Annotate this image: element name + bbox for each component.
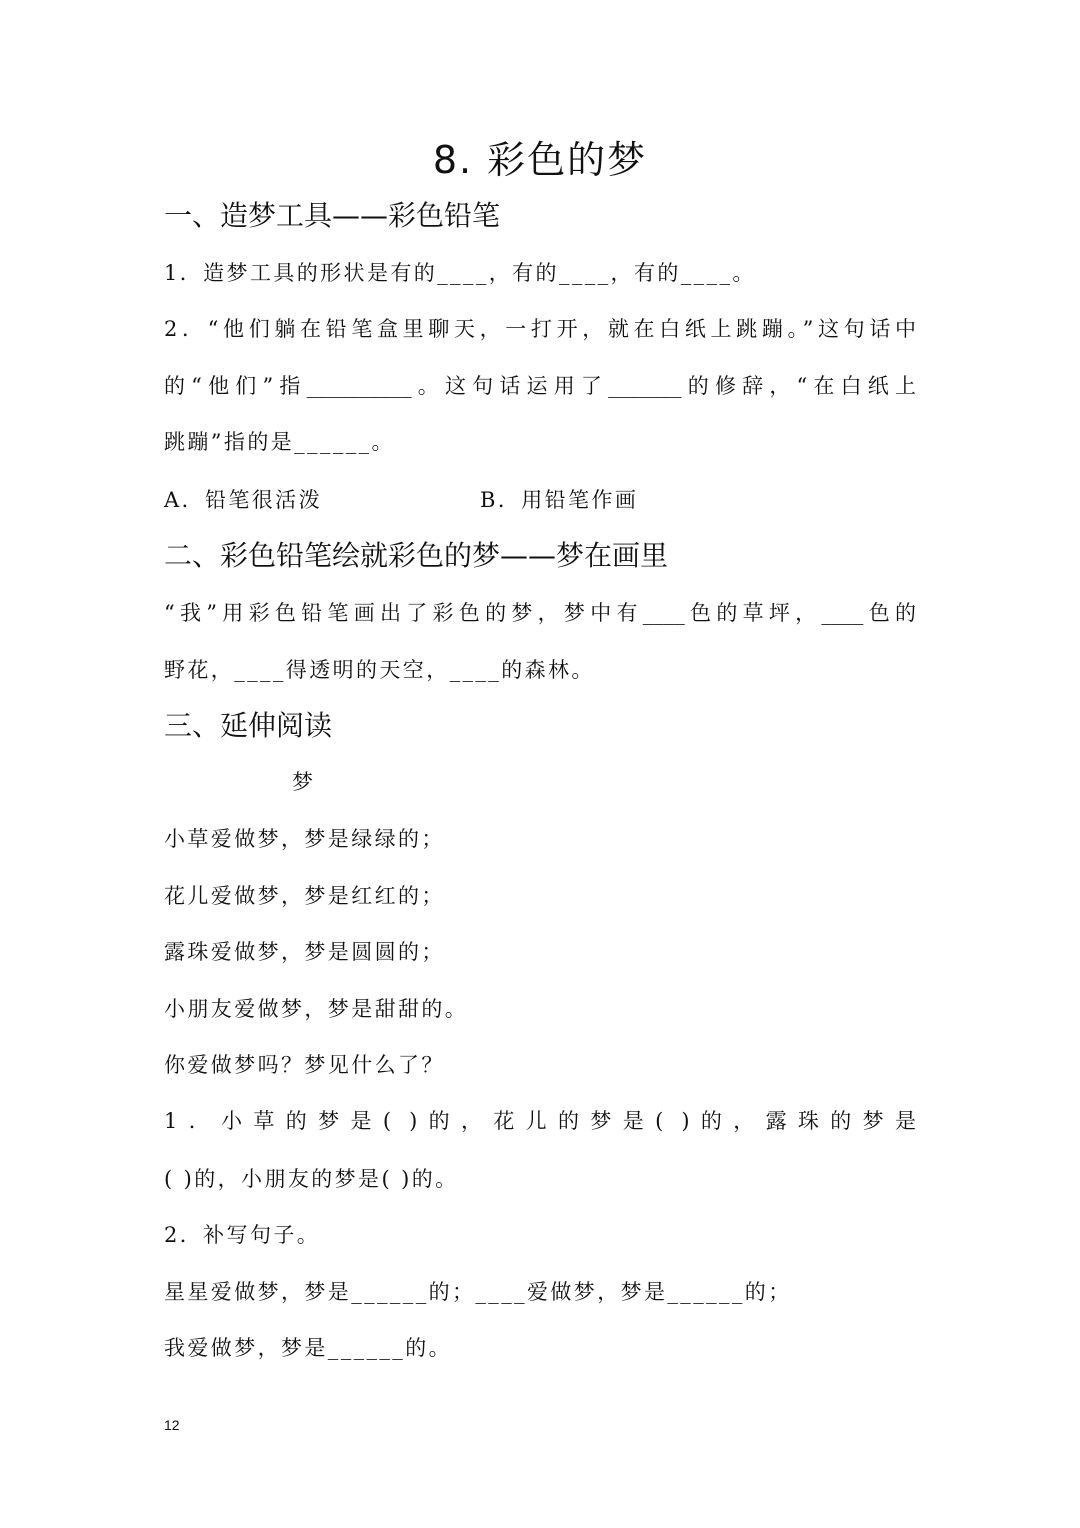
poem-line-5: 你爱做梦吗？梦见什么了？ (164, 1053, 445, 1077)
section-1-heading: 一、造梦工具——彩色铅笔 (164, 199, 501, 232)
section-2-line-2: 野花，____得透明的天空，____的森林。 (164, 658, 595, 682)
section-2-line-1: “我”用彩色铅笔画出了彩色的梦，梦中有____色的草坪，____色的 (164, 601, 916, 625)
section-3-question-1-line-2: ( )的，小朋友的梦是( )的。 (164, 1167, 459, 1191)
option-b: B．用铅笔作画 (480, 488, 639, 512)
option-a: A．铅笔很活泼 (164, 488, 322, 512)
page-title: 8. 彩色的梦 (432, 138, 648, 182)
section-2-heading: 二、彩色铅笔绘就彩色的梦——梦在画里 (164, 539, 669, 572)
section-3-question-2-line-1: 星星爱做梦，梦是______的；____爱做梦，梦是______的； (164, 1280, 792, 1304)
section-1-question-1: 1．造梦工具的形状是有的____，有的____，有的____。 (164, 261, 756, 285)
page-number: 12 (164, 1417, 180, 1433)
section-1-question-2-line-3: 跳蹦”指的是______。 (164, 430, 395, 454)
section-3-question-2: 2．补写句子。 (164, 1223, 321, 1247)
poem-line-1: 小草爱做梦，梦是绿绿的； (164, 827, 445, 851)
poem-line-4: 小朋友爱做梦，梦是甜甜的。 (164, 997, 469, 1021)
section-1-question-2-line-1: 2．“他们躺在铅笔盒里聊天，一打开，就在白纸上跳蹦。”这句话中 (164, 317, 916, 341)
section-3-heading: 三、延伸阅读 (164, 709, 333, 742)
section-3-question-2-line-2: 我爱做梦，梦是______的。 (164, 1336, 452, 1360)
section-3-question-1-line-1: 1．小草的梦是( )的，花儿的梦是( )的，露珠的梦是 (164, 1109, 916, 1133)
poem-line-2: 花儿爱做梦，梦是红红的； (164, 884, 445, 908)
section-1-question-2-line-2: 的“他们”指__________。这句话运用了_______的修辞，“在白纸上 (164, 374, 916, 398)
poem-line-3: 露珠爱做梦，梦是圆圆的； (164, 940, 445, 964)
poem-title: 梦 (292, 770, 313, 794)
